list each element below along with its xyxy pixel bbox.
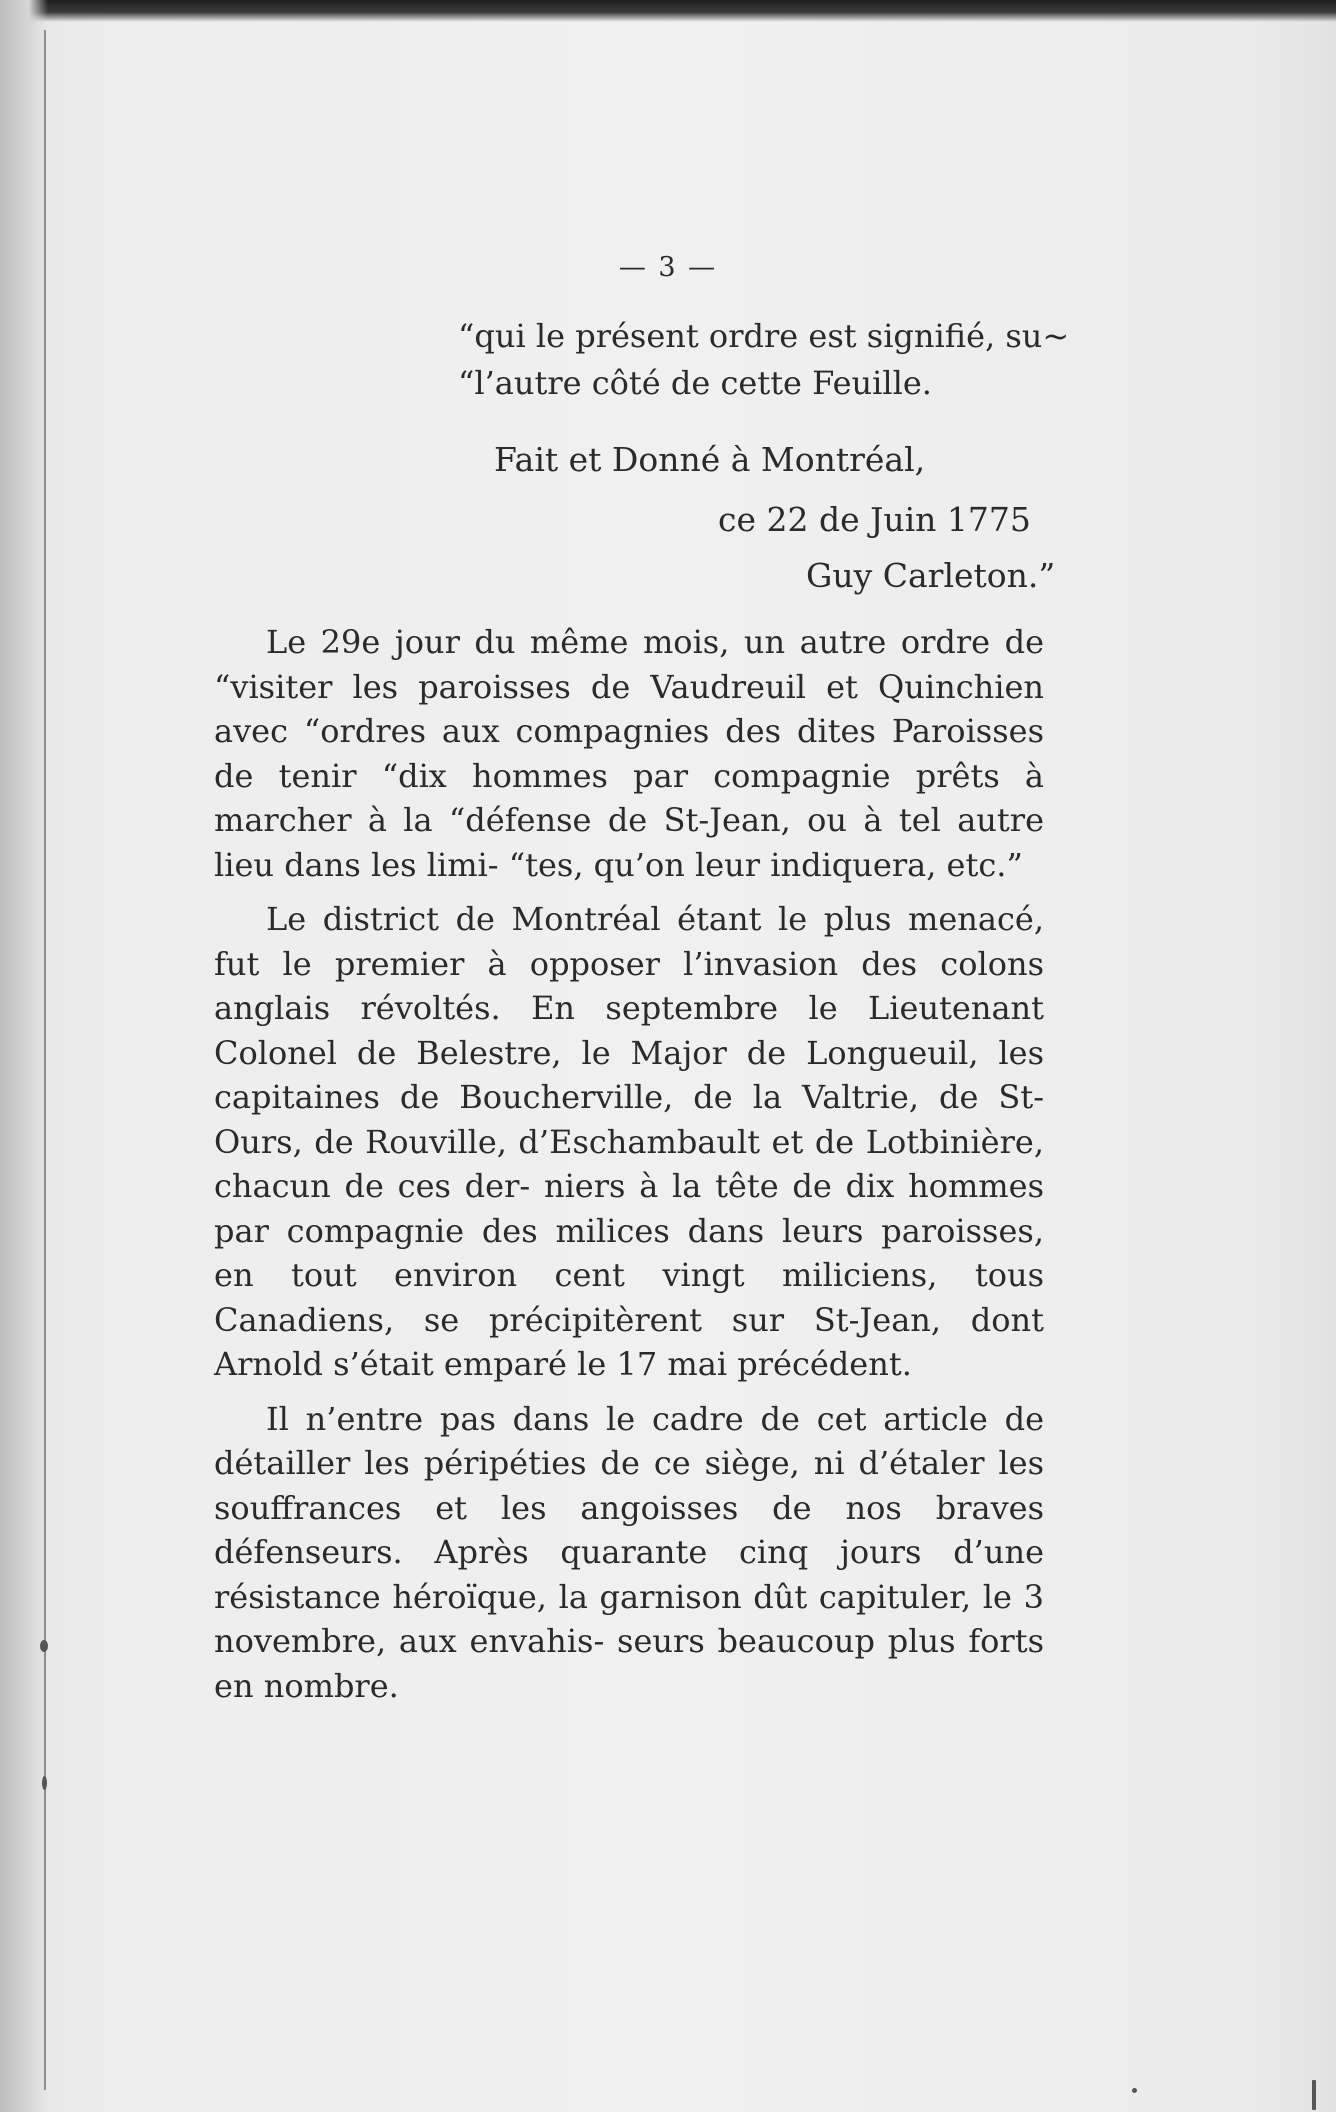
- scan-top-edge: [0, 0, 1336, 22]
- scan-speck: [1312, 2080, 1316, 2110]
- scan-speck: [40, 1640, 48, 1652]
- body-text: [214, 620, 1044, 1718]
- scan-speck: [42, 1776, 47, 1790]
- page-number: — 3 —: [618, 252, 718, 283]
- quote-end: [458, 313, 1070, 407]
- scan-speck: [1132, 2088, 1137, 2093]
- paragraph: Le 29e jour du même mois, un autre ordre de “visiter les paroisses de Vaudreuil et Quinchien avec “ordres aux compagnies des dites Paroisses de tenir “dix hommes par compagnie prêts à marcher à la “défense de St-Jean, ou à tel autre lieu dans les limi- “tes, qu’on leur indiquera, etc.”: [214, 623, 1044, 884]
- quote-line: “l’autre côté de cette Feuille.: [458, 364, 932, 402]
- signature-place: Fait et Donné à Montréal,: [494, 440, 926, 479]
- paragraph: Le district de Montréal étant le plus menacé, fut le premier à opposer l’invasion des colons anglais révoltés. En septembre le Lieutenant Colonel de Belestre, le Major de Longueuil, les capitaines de Boucherville, de la Valtrie, de St-Ours, de Rouville, d’Eschambault et de Lotbinière, chacun de ces der- niers à la tête de dix hommes par compagnie des milices dans leurs paroisses, en tout environ cent vingt miliciens, tous Canadiens, se précipitèrent sur St-Jean, dont Arnold s’était emparé le 17 mai précédent.: [214, 900, 1044, 1383]
- quote-line: “qui le présent ordre est signifié, su~: [458, 317, 1070, 355]
- scan-left-edge: [0, 0, 48, 2112]
- signature-name: Guy Carleton.”: [806, 556, 1056, 595]
- paragraph: Il n’entre pas dans le cadre de cet article de détailler les péripéties de ce siège, ni d’étaler les souffrances et les angoisses de nos braves défenseurs. Après quarante cinq jours d’une résistance héroïque, la garnison dût capituler, le 3 novembre, aux envahis- seurs beaucoup plus forts en nombre.: [214, 1399, 1044, 1705]
- signature-date: ce 22 de Juin 1775: [718, 500, 1031, 539]
